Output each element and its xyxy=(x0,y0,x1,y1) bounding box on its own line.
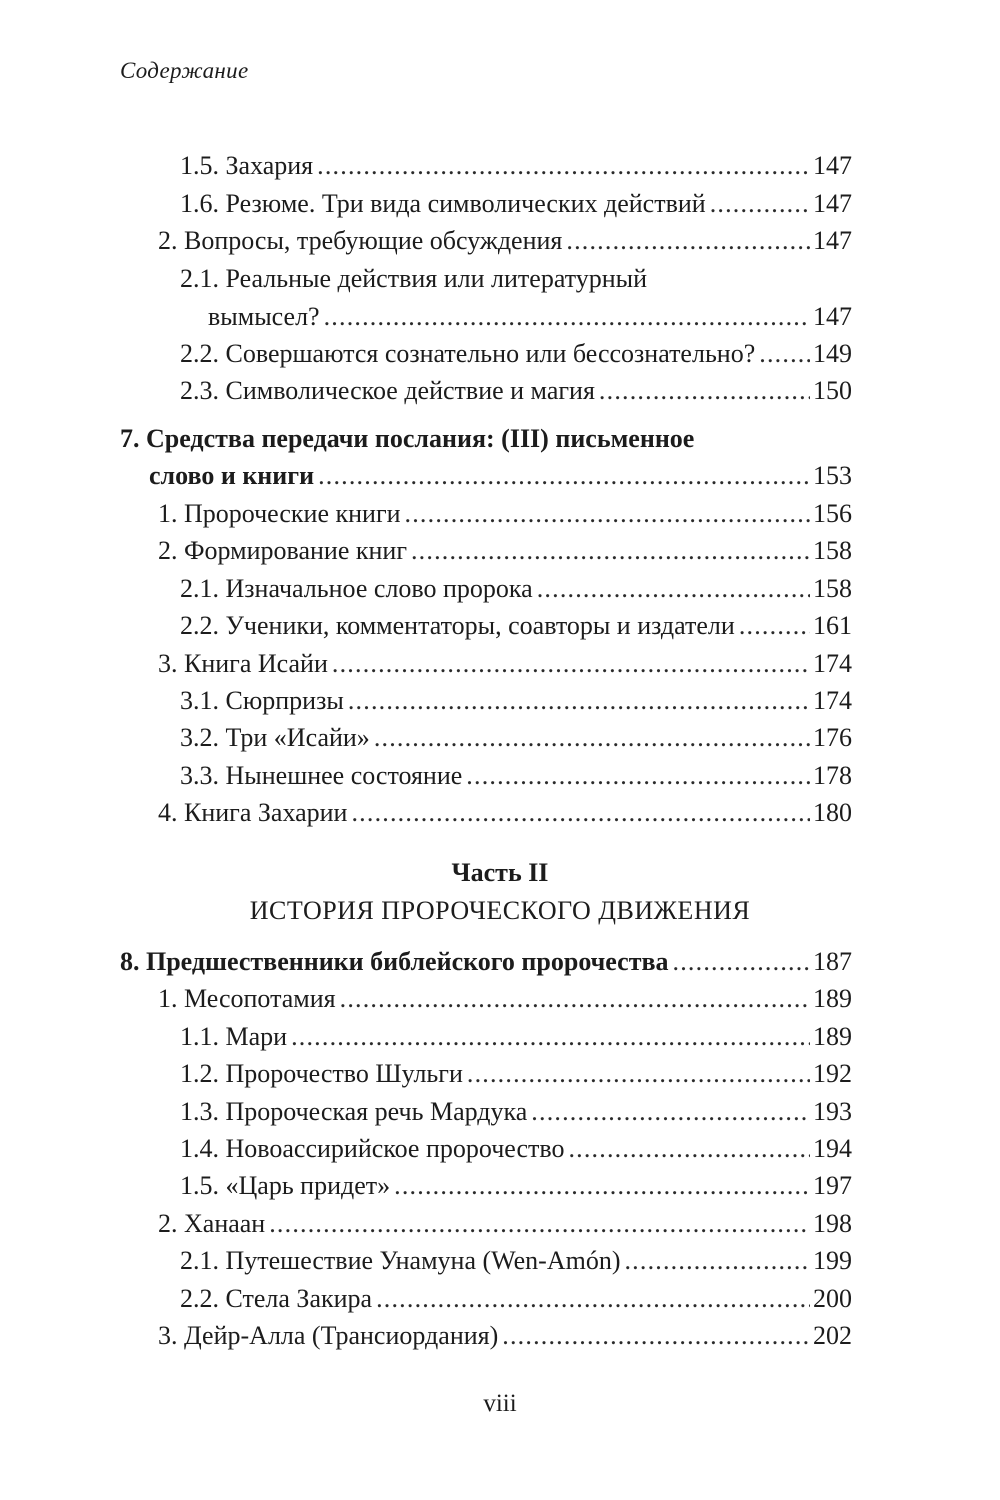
toc-entry-page: 147 xyxy=(813,189,852,218)
chapter-8-entry[interactable] xyxy=(120,944,852,980)
dot-leader xyxy=(340,981,810,1017)
toc-entry-page: 200 xyxy=(813,1284,852,1313)
toc-entry[interactable] xyxy=(180,683,852,719)
dot-leader xyxy=(291,1019,810,1055)
dot-leader xyxy=(599,373,810,409)
dot-leader xyxy=(269,1206,810,1242)
toc-entry-title: 2.1. Изначальное слово пророка xyxy=(180,574,533,603)
chapter-7-entry[interactable] xyxy=(149,458,852,494)
dot-leader xyxy=(710,186,810,222)
toc-entry-title: 2.2. Совершаются сознательно или бессознательно? xyxy=(180,339,756,368)
toc-entry[interactable] xyxy=(180,1243,852,1279)
toc-entry-title: 3.1. Сюрпризы xyxy=(180,686,344,715)
toc-entry-title: 1.2. Пророчество Шульги xyxy=(180,1059,463,1088)
page-number: viii xyxy=(483,1390,517,1417)
dot-leader xyxy=(351,795,810,831)
dot-leader xyxy=(324,299,810,335)
toc-entry[interactable] xyxy=(158,223,852,259)
toc-entry[interactable] xyxy=(180,1131,852,1167)
toc-entry-title: 1.5. «Царь придет» xyxy=(180,1171,391,1200)
toc-entry-page: 192 xyxy=(813,1059,852,1088)
toc-entry-title: вымысел? xyxy=(208,302,320,331)
toc-entry[interactable] xyxy=(180,1281,852,1317)
toc-entry[interactable] xyxy=(180,1056,852,1092)
toc-entry-page: 147 xyxy=(813,226,852,255)
dot-leader xyxy=(531,1094,810,1130)
dot-leader xyxy=(568,1131,810,1167)
toc-entry-page: 189 xyxy=(813,984,852,1013)
toc-entry[interactable] xyxy=(180,1168,852,1204)
chapter-8-page: 187 xyxy=(813,947,852,976)
dot-leader xyxy=(739,608,810,644)
part-title: ИСТОРИЯ ПРОРОЧЕСКОГО ДВИЖЕНИЯ xyxy=(249,896,751,925)
toc-entry-page: 161 xyxy=(813,611,852,640)
toc-entry-page: 198 xyxy=(813,1209,852,1238)
chapter-7-title-line1[interactable]: 7. Средства передачи послания: (III) письменное xyxy=(120,424,695,453)
toc-entry[interactable] xyxy=(180,1019,852,1055)
toc-entry[interactable] xyxy=(180,336,852,372)
toc-entry[interactable] xyxy=(180,373,852,409)
dot-leader xyxy=(759,336,810,372)
toc-entry-page: 193 xyxy=(813,1097,852,1126)
toc-entry-page: 178 xyxy=(813,761,852,790)
toc-entry-page: 189 xyxy=(813,1022,852,1051)
chapter-8-title: 8. Предшественники библейского пророчества xyxy=(120,947,669,976)
dot-leader xyxy=(537,571,810,607)
dot-leader xyxy=(376,1281,810,1317)
toc-entry-page: 194 xyxy=(813,1134,852,1163)
chapter-7-page: 153 xyxy=(813,461,852,490)
dot-leader xyxy=(466,758,810,794)
toc-entry-title: 4. Книга Захарии xyxy=(158,798,348,827)
part-label: Часть II xyxy=(451,858,549,887)
toc-entry[interactable] xyxy=(180,148,852,184)
toc-entry[interactable] xyxy=(158,981,852,1017)
toc-entry[interactable] xyxy=(158,496,852,532)
toc-entry-title: 3. Дейр-Алла (Трансиордания) xyxy=(158,1321,499,1350)
toc-entry[interactable] xyxy=(158,1206,852,1242)
toc-entry[interactable] xyxy=(158,1318,852,1354)
toc-entry[interactable] xyxy=(180,1094,852,1130)
toc-entry[interactable] xyxy=(180,571,852,607)
toc-entry-title: 2.3. Символическое действие и магия xyxy=(180,376,595,405)
toc-entry-title: 2. Вопросы, требующие обсуждения xyxy=(158,226,563,255)
dot-leader xyxy=(502,1318,810,1354)
toc-entry[interactable] xyxy=(180,758,852,794)
toc-entry-title: 2.2. Стела Закира xyxy=(180,1284,373,1313)
toc-entry-line1[interactable]: 2.1. Реальные действия или литературный xyxy=(180,264,648,293)
dot-leader xyxy=(317,148,810,184)
toc-entry-page: 147 xyxy=(813,151,852,180)
toc-entry-title: 3.2. Три «Исайи» xyxy=(180,723,370,752)
toc-entry-page: 199 xyxy=(813,1246,852,1275)
toc-entry-page: 156 xyxy=(813,499,852,528)
toc-entry-title: 1. Месопотамия xyxy=(158,984,336,1013)
running-head: Содержание xyxy=(120,58,249,83)
toc-entry-page: 158 xyxy=(813,536,852,565)
dot-leader xyxy=(624,1243,810,1279)
dot-leader xyxy=(566,223,810,259)
toc-entry[interactable] xyxy=(180,720,852,756)
toc-entry[interactable] xyxy=(158,533,852,569)
dot-leader xyxy=(394,1168,810,1204)
toc-entry-title: 2.1. Путешествие Унамуна (Wen-Amón) xyxy=(180,1246,621,1275)
toc-entry-page: 176 xyxy=(813,723,852,752)
toc-entry-page: 202 xyxy=(813,1321,852,1350)
toc-entry-title: 1.5. Захария xyxy=(180,151,314,180)
toc-entry-page: 158 xyxy=(813,574,852,603)
toc-entry-title: 3. Книга Исайи xyxy=(158,649,328,678)
dot-leader xyxy=(318,458,810,494)
dot-leader xyxy=(411,533,810,569)
toc-entry[interactable] xyxy=(158,795,852,831)
toc-entry[interactable] xyxy=(158,646,852,682)
toc-entry[interactable] xyxy=(180,186,852,222)
chapter-7-title-line2: слово и книги xyxy=(149,461,315,490)
toc-entry-title: 2. Формирование книг xyxy=(158,536,407,565)
toc-entry[interactable] xyxy=(180,608,852,644)
toc-entry-page: 149 xyxy=(813,339,852,368)
toc-entry-title: 1. Пророческие книги xyxy=(158,499,401,528)
toc-entry-title: 1.6. Резюме. Три вида символических действий xyxy=(180,189,706,218)
toc-entry-title: 1.1. Мари xyxy=(180,1022,288,1051)
toc-entry-title: 1.3. Пророческая речь Мардука xyxy=(180,1097,528,1126)
toc-entry-page: 147 xyxy=(813,302,852,331)
toc-entry[interactable] xyxy=(208,299,852,335)
toc-entry-title: 1.4. Новоассирийское пророчество xyxy=(180,1134,565,1163)
toc-entry-page: 174 xyxy=(813,649,852,678)
toc-entry-page: 197 xyxy=(813,1171,852,1200)
dot-leader xyxy=(374,720,810,756)
toc-entry-title: 2.2. Ученики, комментаторы, соавторы и издатели xyxy=(180,611,735,640)
toc-entry-title: 2. Ханаан xyxy=(158,1209,266,1238)
dot-leader xyxy=(673,944,810,980)
dot-leader xyxy=(348,683,810,719)
toc-entry-page: 180 xyxy=(813,798,852,827)
toc-entry-title: 3.3. Нынешнее состояние xyxy=(180,761,463,790)
dot-leader xyxy=(332,646,810,682)
dot-leader xyxy=(467,1056,810,1092)
toc-entry-page: 174 xyxy=(813,686,852,715)
toc-entry-page: 150 xyxy=(813,376,852,405)
dot-leader xyxy=(405,496,810,532)
